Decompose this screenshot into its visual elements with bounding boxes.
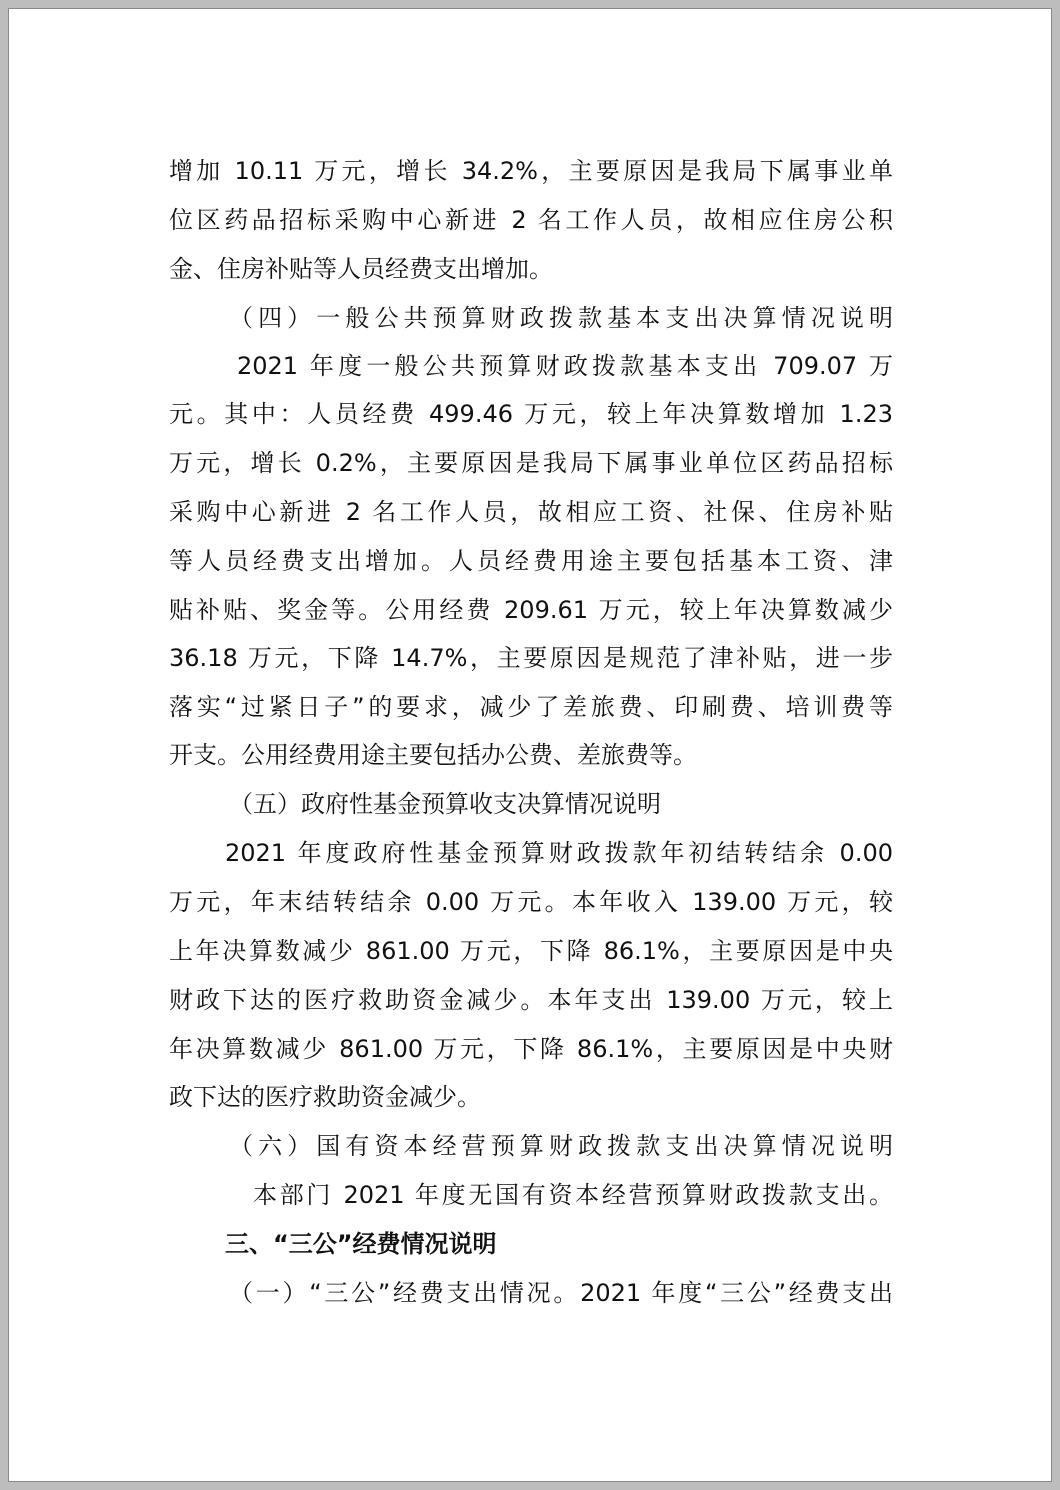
body-line: 万元，增长 0.2%，主要原因是我局下属事业单位区药品招标 [169, 449, 893, 477]
body-line: 上年决算数减少 861.00 万元，下降 86.1%，主要原因是中央 [169, 937, 893, 965]
body-line: 增加 10.11 万元，增长 34.2%，主要原因是我局下属事业单 [169, 157, 893, 185]
body-line: 年决算数减少 861.00 万元，下降 86.1%，主要原因是中央财 [169, 1035, 893, 1063]
body-line: 采购中心新进 2 名工作人员，故相应工资、社保、住房补贴 [169, 498, 893, 526]
body-line: 元。其中：人员经费 499.46 万元，较上年决算数增加 1.23 [169, 400, 893, 428]
body-line: 万元，年末结转结余 0.00 万元。本年收入 139.00 万元，较 [169, 888, 893, 916]
body-line: 贴补贴、奖金等。公用经费 209.61 万元，较上年决算数减少 [169, 596, 893, 624]
body-line: （一）“三公”经费支出情况。2021 年度“三公”经费支出 [229, 1279, 893, 1307]
section-heading-6: （六）国有资本经营预算财政拨款支出决算情况说明 [229, 1132, 893, 1160]
body-line: 财政下达的医疗救助资金减少。本年支出 139.00 万元，较上 [169, 986, 893, 1014]
body-line: 政下达的医疗救助资金减少。 [169, 1083, 481, 1111]
body-line: 等人员经费支出增加。人员经费用途主要包括基本工资、津 [169, 547, 893, 575]
section-heading-5: （五）政府性基金预算收支决算情况说明 [229, 790, 661, 818]
section-heading-4: （四）一般公共预算财政拨款基本支出决算情况说明 [229, 304, 893, 332]
body-line: 开支。公用经费用途主要包括办公费、差旅费等。 [169, 741, 697, 769]
body-line: 2021 年度政府性基金预算财政拨款年初结转结余 0.00 [225, 839, 893, 867]
body-line: 位区药品招标采购中心新进 2 名工作人员，故相应住房公积 [169, 206, 893, 234]
section-heading-3: 三、“三公”经费情况说明 [225, 1230, 497, 1258]
body-line: 2021 年度一般公共预算财政拨款基本支出 709.07 万 [237, 352, 893, 380]
body-line: 36.18 万元，下降 14.7%，主要原因是规范了津补贴，进一步 [169, 644, 893, 672]
body-line: 落实“过紧日子”的要求，减少了差旅费、印刷费、培训费等 [169, 693, 893, 721]
body-line: 本部门 2021 年度无国有资本经营预算财政拨款支出。 [253, 1181, 893, 1209]
body-line: 金、住房补贴等人员经费支出增加。 [169, 255, 553, 283]
document-page [8, 8, 1052, 1482]
